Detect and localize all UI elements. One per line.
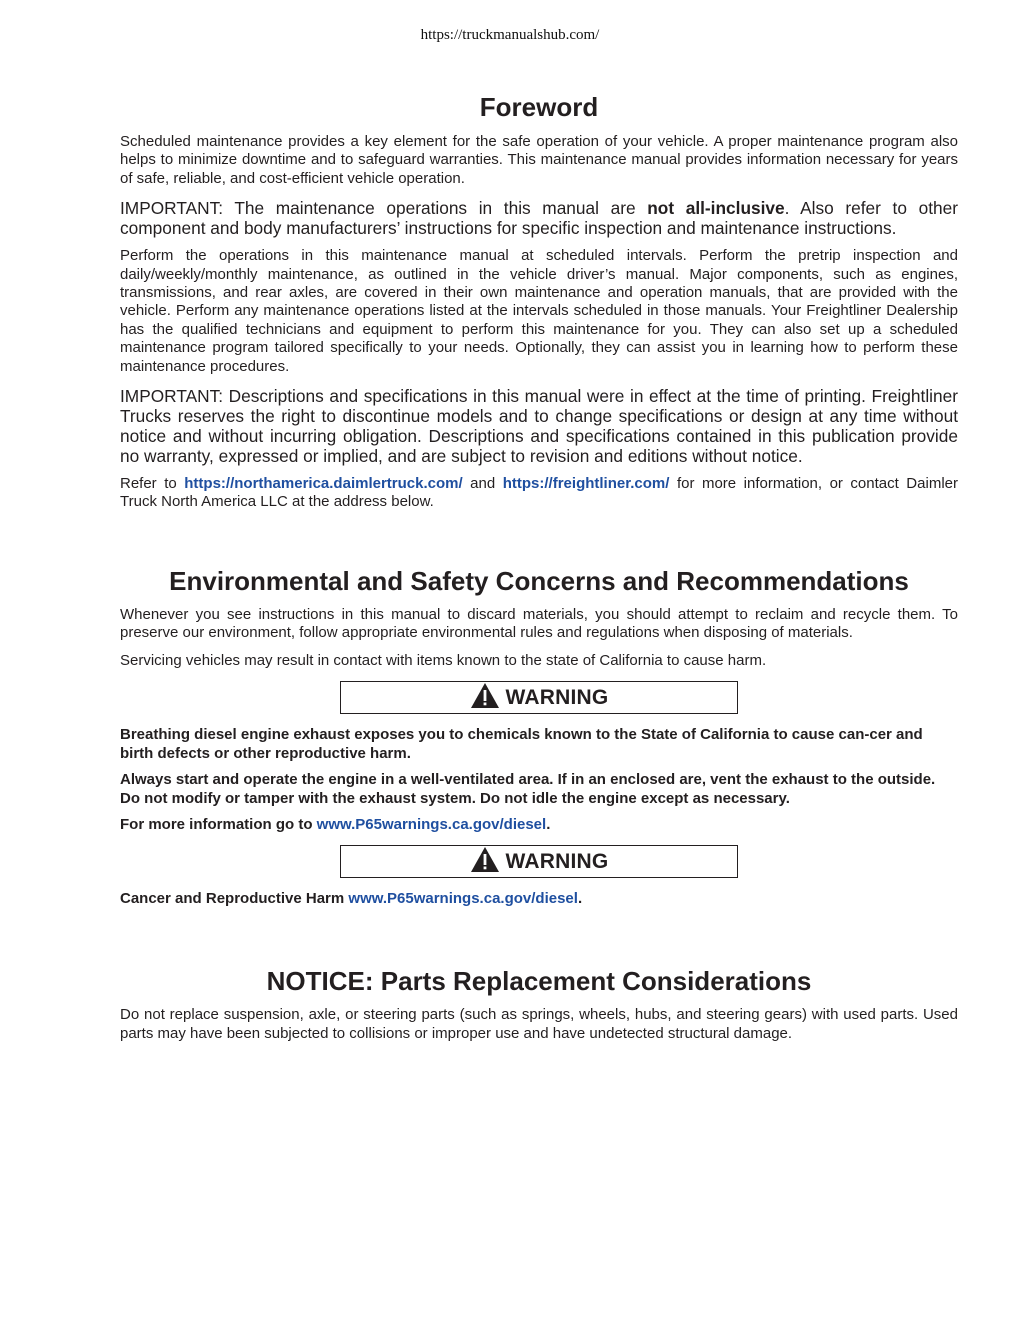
- p65-warnings-link[interactable]: www.P65warnings.ca.gov/diesel: [348, 890, 578, 908]
- warning-2-text: [120, 889, 958, 908]
- refer-text-end: for more information, or contact Daimler Truck North America LLC at the address below.: [120, 475, 958, 511]
- more-info-text: For more information go to: [120, 816, 317, 834]
- foreword-important-paragraph: [120, 198, 958, 238]
- warning-box-1: [340, 681, 738, 714]
- freightliner-link[interactable]: https://freightliner.com/: [502, 475, 670, 493]
- warning-triangle-icon: [470, 846, 500, 878]
- environmental-title: Environmental and Safety Concerns and Recommendations: [169, 565, 909, 596]
- warning-triangle-icon: [470, 682, 500, 714]
- foreword-important-paragraph-2: IMPORTANT: Descriptions and specifications in this manual were in effect at the time of printing. Freightliner Trucks reserves the right to discontinue models and to change specifications or design at any time without notice and without incurring obligation. Descriptions and specifications contained in this publication provide no warranty, expressed or implied, and are subject to revision and editions without notice.: [120, 386, 958, 467]
- p65-warnings-link[interactable]: www.P65warnings.ca.gov/diesel: [316, 816, 547, 834]
- warning-1-text-2: Always start and operate the engine in a well-ventilated area. If in an enclosed are, vent the exhaust to the outside. Do not modify or tamper with the exhaust system. Do not idle the engine except as necessary.: [120, 771, 936, 808]
- environmental-paragraph-2: Servicing vehicles may result in contact with items known to the state of California to cause harm.: [120, 651, 767, 669]
- page-content: [120, 90, 958, 1043]
- warning-label: WARNING: [505, 685, 609, 709]
- cancer-harm-text: Cancer and Reproductive Harm: [120, 890, 349, 908]
- not-all-inclusive-text: not all-inclusive: [647, 198, 785, 219]
- daimler-link[interactable]: https://northamerica.daimlertruck.com/: [184, 475, 463, 493]
- source-url: https://truckmanualshub.com/: [420, 27, 600, 43]
- notice-title: NOTICE: Parts Replacement Considerations: [266, 966, 812, 997]
- refer-text: Refer to: [120, 475, 185, 493]
- warning-1-text-1: Breathing diesel engine exhaust exposes you to chemicals known to the State of California to cause can-cer and birth defects or other reproductive harm.: [120, 726, 923, 763]
- environmental-paragraph-1: Whenever you see instructions in this manual to discard materials, you should attempt to reclaim and recycle them. To preserve our environment, follow appropriate environmental rules and regulations when disposing of materials.: [120, 605, 958, 642]
- foreword-refer-paragraph: [120, 475, 958, 512]
- foreword-title: Foreword: [479, 92, 599, 122]
- warning-1-text-3: [120, 815, 958, 834]
- period-text: .: [577, 890, 583, 908]
- foreword-paragraph-1: Scheduled maintenance provides a key element for the safe operation of your vehicle. A proper maintenance program also helps to minimize downtime and to safeguard warranties. This maintenance manual provides information necessary for years of safe, reliable, and cost-efficient vehicle operation.: [120, 133, 958, 187]
- important-text: IMPORTANT: The maintenance operations in this manual are: [120, 198, 648, 219]
- foreword-paragraph-3: Perform the operations in this maintenance manual at scheduled intervals. Perform the pretrip inspection and daily/weekly/monthly maintenance, as outlined in the vehicle driver’s manual. Major components, such as engines, transmissions, and rear axles, are covered in their own maintenance and operation manuals, that are provided with the vehicle. Perform any maintenance operations listed at the intervals scheduled in those manuals. Your Freightliner Dealership has the qualified technicians and equipment to perform this maintenance for you. They can also set up a scheduled maintenance program tailored specifically to your needs. Optionally, they can assist you in learning how to perform these maintenance procedures.: [120, 247, 958, 375]
- important-text-end: . Also refer to other component and body manufacturers’ instructions for specific inspection and maintenance instructions.: [120, 198, 958, 239]
- notice-paragraph: Do not replace suspension, axle, or steering parts (such as springs, wheels, hubs, and steering gears) with used parts. Used parts may have been subjected to collisions or improper use and have undetected structural damage.: [120, 1006, 958, 1042]
- warning-label: WARNING: [505, 849, 609, 873]
- period-text: .: [546, 816, 551, 834]
- and-text: and: [462, 475, 503, 493]
- warning-box-2: [340, 845, 738, 878]
